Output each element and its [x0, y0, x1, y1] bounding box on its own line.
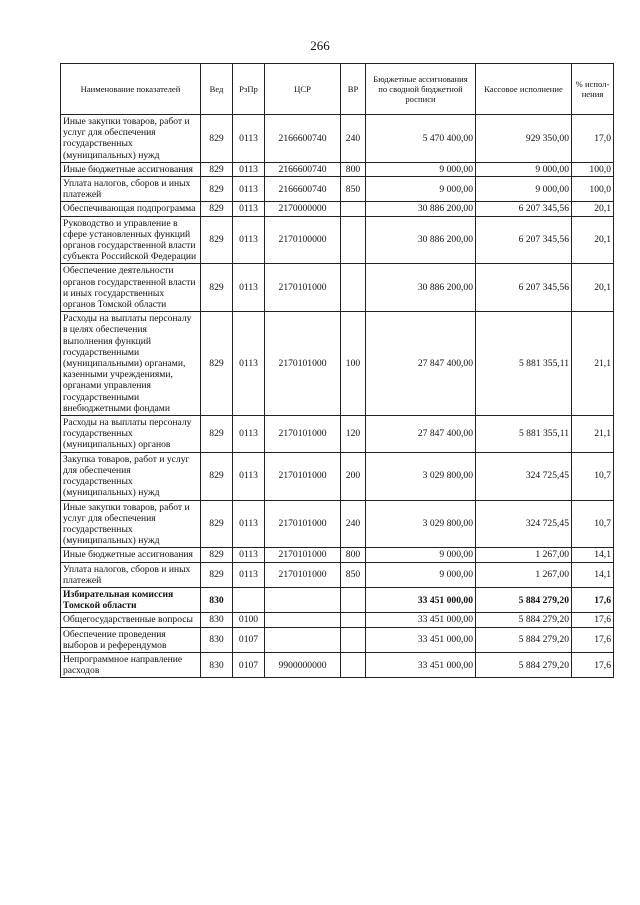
table-row [61, 202, 614, 216]
table-row [61, 177, 614, 202]
cell-rzpr: 0100 [233, 613, 265, 627]
table-row [61, 312, 614, 416]
cell-name: Уплата налогов, сборов и иных платежей [61, 562, 201, 587]
cell-cash: 9 000,00 [476, 177, 572, 202]
cell-csr [265, 627, 341, 652]
cell-rzpr: 0113 [233, 202, 265, 216]
cell-name: Иные бюджетные ассигнования [61, 548, 201, 562]
cell-name: Уплата налогов, сборов и иных платежей [61, 177, 201, 202]
table-row [61, 162, 614, 176]
cell-ved: 829 [201, 216, 233, 264]
cell-rzpr: 0113 [233, 162, 265, 176]
cell-ved: 830 [201, 587, 233, 612]
cell-csr: 9900000000 [265, 652, 341, 677]
cell-ved: 829 [201, 548, 233, 562]
cell-assign: 30 886 200,00 [366, 264, 476, 312]
cell-assign: 33 451 000,00 [366, 627, 476, 652]
cell-cash: 5 884 279,20 [476, 613, 572, 627]
header-name: Наименование показателей [61, 64, 201, 115]
cell-ved: 829 [201, 202, 233, 216]
cell-pct: 100,0 [572, 162, 614, 176]
cell-rzpr: 0113 [233, 452, 265, 500]
cell-name: Обеспечение проведения выборов и референдумов [61, 627, 201, 652]
table-body [61, 115, 614, 678]
cell-assign: 33 451 000,00 [366, 652, 476, 677]
cell-ved: 829 [201, 500, 233, 548]
cell-name: Иные бюджетные ассигнования [61, 162, 201, 176]
cell-cash: 6 207 345,56 [476, 202, 572, 216]
cell-pct: 20,1 [572, 216, 614, 264]
cell-assign: 9 000,00 [366, 177, 476, 202]
cell-pct: 10,7 [572, 500, 614, 548]
cell-ved: 829 [201, 177, 233, 202]
cell-pct: 14,1 [572, 548, 614, 562]
cell-name: Обеспечивающая подпрограмма [61, 202, 201, 216]
cell-name: Расходы на выплаты персоналу государственных (муниципальных) органов [61, 416, 201, 453]
header-vr: ВР [341, 64, 366, 115]
cell-assign: 33 451 000,00 [366, 613, 476, 627]
cell-cash: 5 881 355,11 [476, 312, 572, 416]
cell-vr: 800 [341, 162, 366, 176]
cell-rzpr [233, 587, 265, 612]
cell-csr: 2170101000 [265, 500, 341, 548]
cell-pct: 17,0 [572, 115, 614, 163]
cell-cash: 1 267,00 [476, 548, 572, 562]
table-row [61, 416, 614, 453]
cell-pct: 20,1 [572, 202, 614, 216]
cell-rzpr: 0113 [233, 177, 265, 202]
cell-ved: 829 [201, 562, 233, 587]
cell-vr: 850 [341, 177, 366, 202]
cell-name: Непрограммное направление расходов [61, 652, 201, 677]
cell-assign: 30 886 200,00 [366, 216, 476, 264]
cell-rzpr: 0113 [233, 115, 265, 163]
table-row [61, 216, 614, 264]
cell-vr [341, 627, 366, 652]
cell-assign: 9 000,00 [366, 548, 476, 562]
table-row [61, 613, 614, 627]
cell-rzpr: 0113 [233, 548, 265, 562]
cell-cash: 1 267,00 [476, 562, 572, 587]
cell-vr: 850 [341, 562, 366, 587]
cell-name: Расходы на выплаты персоналу в целях обеспечения выполнения функций государственными (муниципальными) органами, казенными учреждениями, органами управления государственными внебюджетными фондами [61, 312, 201, 416]
cell-rzpr: 0113 [233, 216, 265, 264]
cell-name: Избирательная комиссия Томской области [61, 587, 201, 612]
table-row [61, 652, 614, 677]
cell-pct: 14,1 [572, 562, 614, 587]
cell-ved: 830 [201, 652, 233, 677]
cell-vr [341, 652, 366, 677]
cell-cash: 5 881 355,11 [476, 416, 572, 453]
cell-pct: 10,7 [572, 452, 614, 500]
cell-rzpr: 0113 [233, 500, 265, 548]
cell-csr: 2170101000 [265, 562, 341, 587]
cell-assign: 30 886 200,00 [366, 202, 476, 216]
cell-pct: 100,0 [572, 177, 614, 202]
cell-assign: 9 000,00 [366, 162, 476, 176]
cell-cash: 6 207 345,56 [476, 264, 572, 312]
table-row [61, 115, 614, 163]
header-pct: % испол-нения [572, 64, 614, 115]
cell-cash: 9 000,00 [476, 162, 572, 176]
cell-assign: 5 470 400,00 [366, 115, 476, 163]
cell-rzpr: 0113 [233, 264, 265, 312]
table-row [61, 562, 614, 587]
cell-ved: 830 [201, 613, 233, 627]
cell-csr: 2166600740 [265, 177, 341, 202]
cell-csr [265, 613, 341, 627]
cell-ved: 829 [201, 162, 233, 176]
table-row [61, 500, 614, 548]
cell-rzpr: 0107 [233, 627, 265, 652]
header-assign: Бюджетные ассигнования по сводной бюджетной росписи [366, 64, 476, 115]
table-row [61, 627, 614, 652]
header-rzpr: РзПр [233, 64, 265, 115]
cell-pct: 17,6 [572, 587, 614, 612]
cell-pct: 17,6 [572, 652, 614, 677]
cell-vr: 800 [341, 548, 366, 562]
cell-csr: 2166600740 [265, 162, 341, 176]
cell-cash: 324 725,45 [476, 500, 572, 548]
cell-rzpr: 0107 [233, 652, 265, 677]
header-csr: ЦСР [265, 64, 341, 115]
cell-assign: 3 029 800,00 [366, 500, 476, 548]
cell-name: Общегосударственные вопросы [61, 613, 201, 627]
cell-csr: 2170101000 [265, 548, 341, 562]
cell-vr: 240 [341, 115, 366, 163]
cell-csr: 2170100000 [265, 216, 341, 264]
cell-pct: 17,6 [572, 627, 614, 652]
cell-rzpr: 0113 [233, 416, 265, 453]
cell-rzpr: 0113 [233, 562, 265, 587]
cell-assign: 3 029 800,00 [366, 452, 476, 500]
cell-csr: 2166600740 [265, 115, 341, 163]
cell-pct: 21,1 [572, 416, 614, 453]
cell-csr [265, 587, 341, 612]
page-number: 266 [310, 38, 330, 53]
cell-vr: 100 [341, 312, 366, 416]
cell-pct: 20,1 [572, 264, 614, 312]
cell-csr: 2170101000 [265, 264, 341, 312]
cell-ved: 830 [201, 627, 233, 652]
table-row [61, 548, 614, 562]
cell-cash: 929 350,00 [476, 115, 572, 163]
cell-assign: 9 000,00 [366, 562, 476, 587]
table-row [61, 587, 614, 612]
cell-ved: 829 [201, 115, 233, 163]
cell-rzpr: 0113 [233, 312, 265, 416]
cell-name: Иные закупки товаров, работ и услуг для обеспечения государственных (муниципальных) нужд [61, 500, 201, 548]
cell-vr [341, 216, 366, 264]
budget-table [60, 63, 614, 678]
cell-cash: 5 884 279,20 [476, 587, 572, 612]
cell-ved: 829 [201, 416, 233, 453]
cell-ved: 829 [201, 312, 233, 416]
cell-name: Иные закупки товаров, работ и услуг для обеспечения государственных (муниципальных) нужд [61, 115, 201, 163]
cell-name: Закупка товаров, работ и услуг для обеспечения государственных (муниципальных) нужд [61, 452, 201, 500]
cell-vr [341, 202, 366, 216]
cell-csr: 2170101000 [265, 416, 341, 453]
cell-name: Руководство и управление в сфере установленных функций органов государственной власти субъекта Российской Федерации [61, 216, 201, 264]
table-row [61, 452, 614, 500]
cell-assign: 27 847 400,00 [366, 416, 476, 453]
cell-assign: 27 847 400,00 [366, 312, 476, 416]
cell-vr [341, 587, 366, 612]
cell-ved: 829 [201, 264, 233, 312]
cell-pct: 17,6 [572, 613, 614, 627]
cell-assign: 33 451 000,00 [366, 587, 476, 612]
cell-cash: 6 207 345,56 [476, 216, 572, 264]
cell-vr: 200 [341, 452, 366, 500]
cell-csr: 2170101000 [265, 452, 341, 500]
cell-pct: 21,1 [572, 312, 614, 416]
cell-ved: 829 [201, 452, 233, 500]
cell-name: Обеспечение деятельности органов государственной власти и иных государственных органов Томской области [61, 264, 201, 312]
cell-cash: 324 725,45 [476, 452, 572, 500]
cell-vr: 240 [341, 500, 366, 548]
cell-cash: 5 884 279,20 [476, 627, 572, 652]
cell-csr: 2170000000 [265, 202, 341, 216]
cell-vr [341, 264, 366, 312]
cell-vr: 120 [341, 416, 366, 453]
table-row [61, 264, 614, 312]
cell-csr: 2170101000 [265, 312, 341, 416]
cell-vr [341, 613, 366, 627]
header-ved: Вед [201, 64, 233, 115]
header-row [61, 64, 614, 115]
header-cash: Кассовое исполнение [476, 64, 572, 115]
cell-cash: 5 884 279,20 [476, 652, 572, 677]
